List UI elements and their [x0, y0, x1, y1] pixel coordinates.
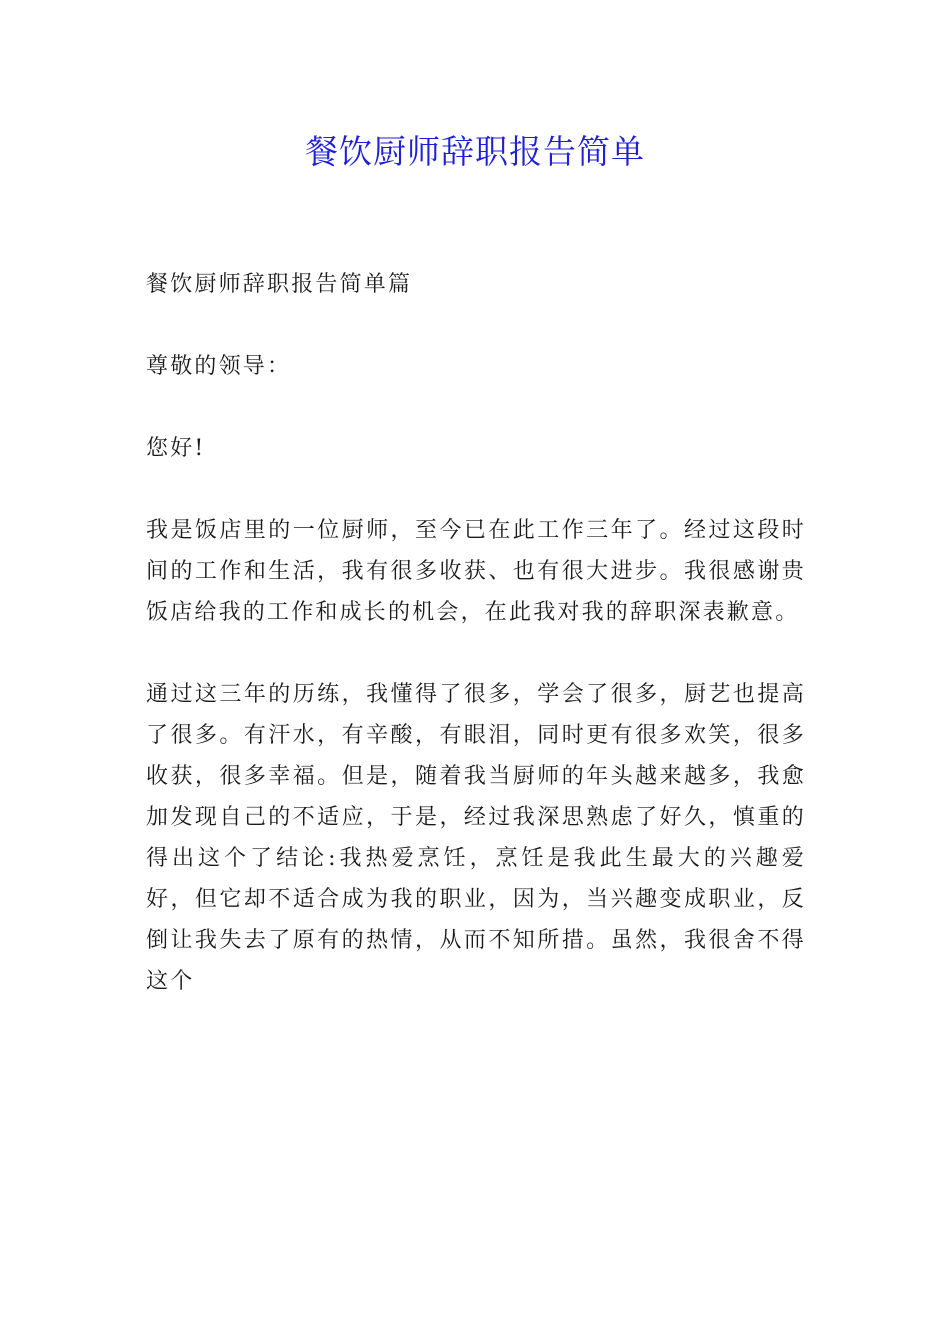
body-paragraph: 我是饭店里的一位厨师，至今已在此工作三年了。经过这段时间的工作和生活，我有很多收获、也有很大进步。我很感谢贵饭店给我的工作和成长的机会，在此我对我的辞职深表歉意。 [146, 518, 806, 625]
salutation: 尊敬的领导： [146, 354, 292, 379]
document-title: 餐饮厨师辞职报告简单 [305, 132, 645, 171]
document-body [146, 264, 806, 1002]
greeting: 您好! [146, 436, 206, 461]
body-paragraph: 通过这三年的历练，我懂得了很多，学会了很多，厨艺也提高了很多。有汗水，有辛酸，有眼泪，同时更有很多欢笑，很多收获，很多幸福。但是，随着我当厨师的年头越来越多，我愈加发现自己的不适应，于是，经过我深思熟虑了好久，慎重的得出这个了结论:我热爱烹饪，烹饪是我此生最大的兴趣爱好，但它却不适合成为我的职业，因为，当兴趣变成职业，反倒让我失去了原有的热情，从而不知所措。虽然，我很舍不得这个 [146, 682, 806, 994]
section-heading: 餐饮厨师辞职报告简单篇 [146, 272, 413, 297]
